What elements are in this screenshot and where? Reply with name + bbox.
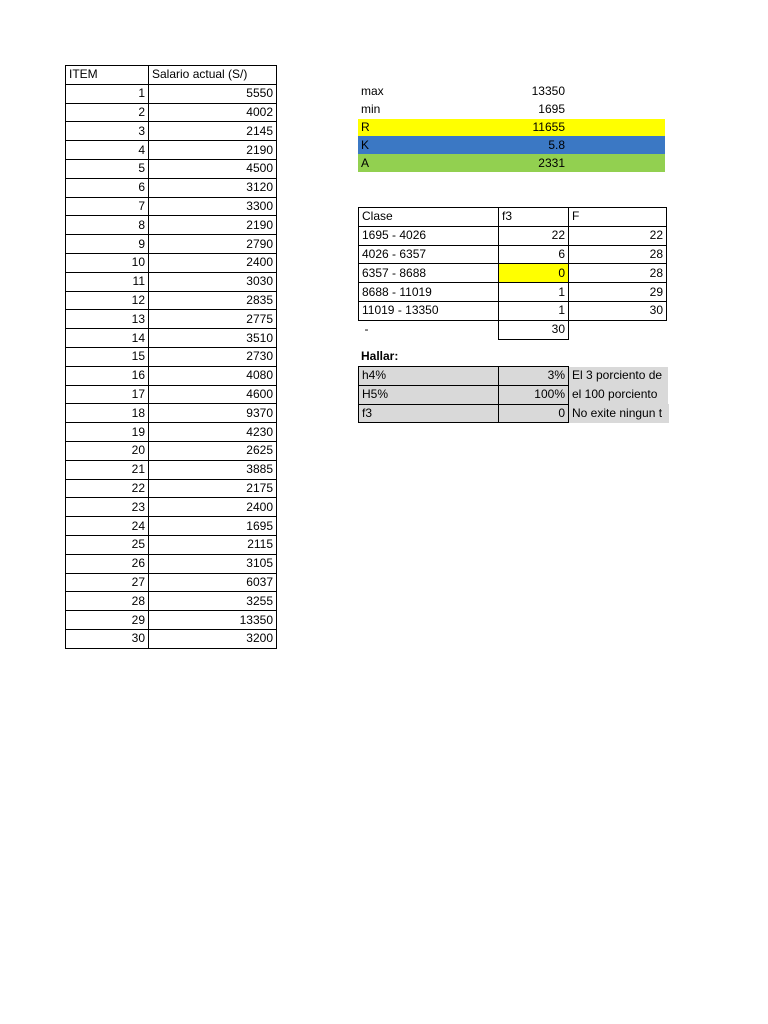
item-cell[interactable]: 14 xyxy=(66,329,149,348)
item-cell[interactable]: 20 xyxy=(66,441,149,460)
item-cell[interactable]: 24 xyxy=(66,517,149,536)
hallar-note[interactable]: No exite ningun t xyxy=(569,404,669,423)
hallar-table xyxy=(358,366,669,423)
salary-row xyxy=(66,611,277,630)
salary-cell[interactable]: 2145 xyxy=(149,122,277,141)
salary-row xyxy=(66,159,277,178)
stat-label[interactable]: R xyxy=(361,119,370,134)
salary-cell[interactable]: 3030 xyxy=(149,272,277,291)
frequency-total-row xyxy=(359,320,667,339)
salary-cell[interactable]: 2730 xyxy=(149,347,277,366)
salary-cell[interactable]: 2175 xyxy=(149,479,277,498)
hallar-value[interactable]: 3% xyxy=(499,367,569,386)
stat-value[interactable]: 2331 xyxy=(538,155,565,170)
clase-cell[interactable]: 1695 - 4026 xyxy=(359,226,499,245)
F-cell[interactable]: 30 xyxy=(569,301,667,320)
salary-row xyxy=(66,629,277,648)
frequency-row xyxy=(359,245,667,264)
header-item[interactable]: ITEM xyxy=(66,66,149,85)
salary-row xyxy=(66,103,277,122)
salary-cell[interactable]: 13350 xyxy=(149,611,277,630)
item-cell[interactable]: 2 xyxy=(66,103,149,122)
item-cell[interactable]: 18 xyxy=(66,404,149,423)
item-cell[interactable]: 15 xyxy=(66,347,149,366)
stats-row-max xyxy=(358,83,665,101)
f-cell[interactable]: 6 xyxy=(499,245,569,264)
salary-cell[interactable]: 2400 xyxy=(149,498,277,517)
salary-cell[interactable]: 4500 xyxy=(149,159,277,178)
frequency-table xyxy=(358,207,667,340)
salary-cell[interactable]: 3885 xyxy=(149,460,277,479)
salary-cell[interactable]: 3255 xyxy=(149,592,277,611)
header-f3[interactable]: f3 xyxy=(499,208,569,227)
hallar-title: Hallar: xyxy=(361,349,399,363)
salary-row xyxy=(66,385,277,404)
stats-row-r xyxy=(358,119,665,137)
hallar-value[interactable]: 100% xyxy=(499,385,569,404)
stat-value[interactable]: 1695 xyxy=(538,102,565,117)
clase-cell[interactable]: 8688 - 11019 xyxy=(359,283,499,302)
salary-cell[interactable]: 3300 xyxy=(149,197,277,216)
hallar-label[interactable]: f3 xyxy=(359,404,499,423)
item-cell[interactable]: 6 xyxy=(66,178,149,197)
item-cell[interactable]: 30 xyxy=(66,629,149,648)
item-cell[interactable]: 5 xyxy=(66,159,149,178)
salary-row xyxy=(66,460,277,479)
salary-table-header xyxy=(66,66,277,85)
F-cell[interactable]: 28 xyxy=(569,245,667,264)
stat-value[interactable]: 5.8 xyxy=(548,137,565,152)
salary-cell[interactable]: 2115 xyxy=(149,535,277,554)
item-cell[interactable]: 3 xyxy=(66,122,149,141)
salary-row xyxy=(66,573,277,592)
salary-cell[interactable]: 6037 xyxy=(149,573,277,592)
frequency-row xyxy=(359,226,667,245)
hallar-row xyxy=(359,404,669,423)
frequency-table-header xyxy=(359,208,667,227)
salary-row xyxy=(66,329,277,348)
salary-row xyxy=(66,498,277,517)
hallar-note[interactable]: El 3 porciento de xyxy=(569,367,669,386)
salary-row xyxy=(66,84,277,103)
salary-row xyxy=(66,216,277,235)
header-F[interactable]: F xyxy=(569,208,667,227)
item-cell[interactable]: 27 xyxy=(66,573,149,592)
salary-row xyxy=(66,479,277,498)
stat-label[interactable]: min xyxy=(361,102,381,117)
salary-cell[interactable]: 2775 xyxy=(149,310,277,329)
item-cell[interactable]: 26 xyxy=(66,554,149,573)
salary-row xyxy=(66,347,277,366)
item-cell[interactable]: 12 xyxy=(66,291,149,310)
salary-row xyxy=(66,517,277,536)
empty-cell xyxy=(569,320,667,339)
item-cell[interactable]: 22 xyxy=(66,479,149,498)
frequency-row xyxy=(359,283,667,302)
item-cell[interactable]: 21 xyxy=(66,460,149,479)
total-value[interactable]: 30 xyxy=(499,320,569,339)
salary-row xyxy=(66,178,277,197)
salary-row xyxy=(66,366,277,385)
salary-cell[interactable]: 4002 xyxy=(149,103,277,122)
clase-cell[interactable]: 4026 - 6357 xyxy=(359,245,499,264)
salary-cell[interactable]: 4600 xyxy=(149,385,277,404)
stats-table xyxy=(358,83,665,172)
salary-cell[interactable]: 2190 xyxy=(149,141,277,160)
clase-cell[interactable]: 11019 - 13350 xyxy=(359,301,499,320)
salary-cell[interactable]: 5550 xyxy=(149,84,277,103)
salary-table xyxy=(65,65,277,649)
stat-label[interactable]: A xyxy=(361,155,370,170)
salary-cell[interactable]: 4230 xyxy=(149,423,277,442)
salary-row xyxy=(66,141,277,160)
frequency-row xyxy=(359,264,667,283)
salary-cell[interactable]: 3200 xyxy=(149,629,277,648)
item-cell[interactable]: 25 xyxy=(66,535,149,554)
salary-cell[interactable]: 3120 xyxy=(149,178,277,197)
salary-cell[interactable]: 9370 xyxy=(149,404,277,423)
salary-cell[interactable]: 2625 xyxy=(149,441,277,460)
stats-row-k xyxy=(358,136,665,154)
salary-row xyxy=(66,235,277,254)
hallar-row xyxy=(359,367,669,386)
f-cell[interactable]: 0 xyxy=(499,264,569,283)
salary-cell[interactable]: 2400 xyxy=(149,253,277,272)
f-cell[interactable]: 22 xyxy=(499,226,569,245)
salary-row xyxy=(66,197,277,216)
salary-row xyxy=(66,404,277,423)
stat-label[interactable]: K xyxy=(361,137,370,152)
item-cell[interactable]: 4 xyxy=(66,141,149,160)
salary-row xyxy=(66,122,277,141)
stat-value[interactable]: 13350 xyxy=(531,84,565,99)
F-cell[interactable]: 22 xyxy=(569,226,667,245)
total-label: - xyxy=(364,322,369,337)
item-cell[interactable]: 8 xyxy=(66,216,149,235)
item-cell[interactable]: 29 xyxy=(66,611,149,630)
f-cell[interactable]: 1 xyxy=(499,301,569,320)
item-cell[interactable]: 16 xyxy=(66,366,149,385)
item-cell[interactable]: 11 xyxy=(66,272,149,291)
salary-cell[interactable]: 3105 xyxy=(149,554,277,573)
f-cell[interactable]: 1 xyxy=(499,283,569,302)
salary-row xyxy=(66,423,277,442)
item-cell[interactable]: 9 xyxy=(66,235,149,254)
salary-row xyxy=(66,441,277,460)
hallar-label[interactable]: H5% xyxy=(359,385,499,404)
salary-cell[interactable]: 3510 xyxy=(149,329,277,348)
item-cell[interactable]: 1 xyxy=(66,84,149,103)
stat-value[interactable]: 11655 xyxy=(532,119,565,134)
item-cell[interactable]: 10 xyxy=(66,253,149,272)
item-cell[interactable]: 19 xyxy=(66,423,149,442)
header-clase[interactable]: Clase xyxy=(359,208,499,227)
header-salary[interactable]: Salario actual (S/) xyxy=(149,66,277,85)
item-cell[interactable]: 13 xyxy=(66,310,149,329)
clase-cell[interactable]: 6357 - 8688 xyxy=(359,264,499,283)
salary-cell[interactable]: 2790 xyxy=(149,235,277,254)
F-cell[interactable]: 29 xyxy=(569,283,667,302)
salary-row xyxy=(66,592,277,611)
salary-row xyxy=(66,535,277,554)
salary-row xyxy=(66,272,277,291)
salary-cell[interactable]: 1695 xyxy=(149,517,277,536)
salary-row xyxy=(66,253,277,272)
salary-row xyxy=(66,291,277,310)
frequency-row xyxy=(359,301,667,320)
salary-cell[interactable]: 2835 xyxy=(149,291,277,310)
item-cell[interactable]: 28 xyxy=(66,592,149,611)
item-cell[interactable]: 7 xyxy=(66,197,149,216)
salary-cell[interactable]: 4080 xyxy=(149,366,277,385)
hallar-row xyxy=(359,385,669,404)
F-cell[interactable]: 28 xyxy=(569,264,667,283)
stats-row-min xyxy=(358,101,665,119)
hallar-value[interactable]: 0 xyxy=(499,404,569,423)
stats-row-a xyxy=(358,154,665,172)
salary-row xyxy=(66,554,277,573)
item-cell[interactable]: 23 xyxy=(66,498,149,517)
salary-row xyxy=(66,310,277,329)
salary-cell[interactable]: 2190 xyxy=(149,216,277,235)
hallar-label[interactable]: h4% xyxy=(359,367,499,386)
item-cell[interactable]: 17 xyxy=(66,385,149,404)
stat-label[interactable]: max xyxy=(361,84,384,99)
hallar-note[interactable]: el 100 porciento xyxy=(569,385,669,404)
